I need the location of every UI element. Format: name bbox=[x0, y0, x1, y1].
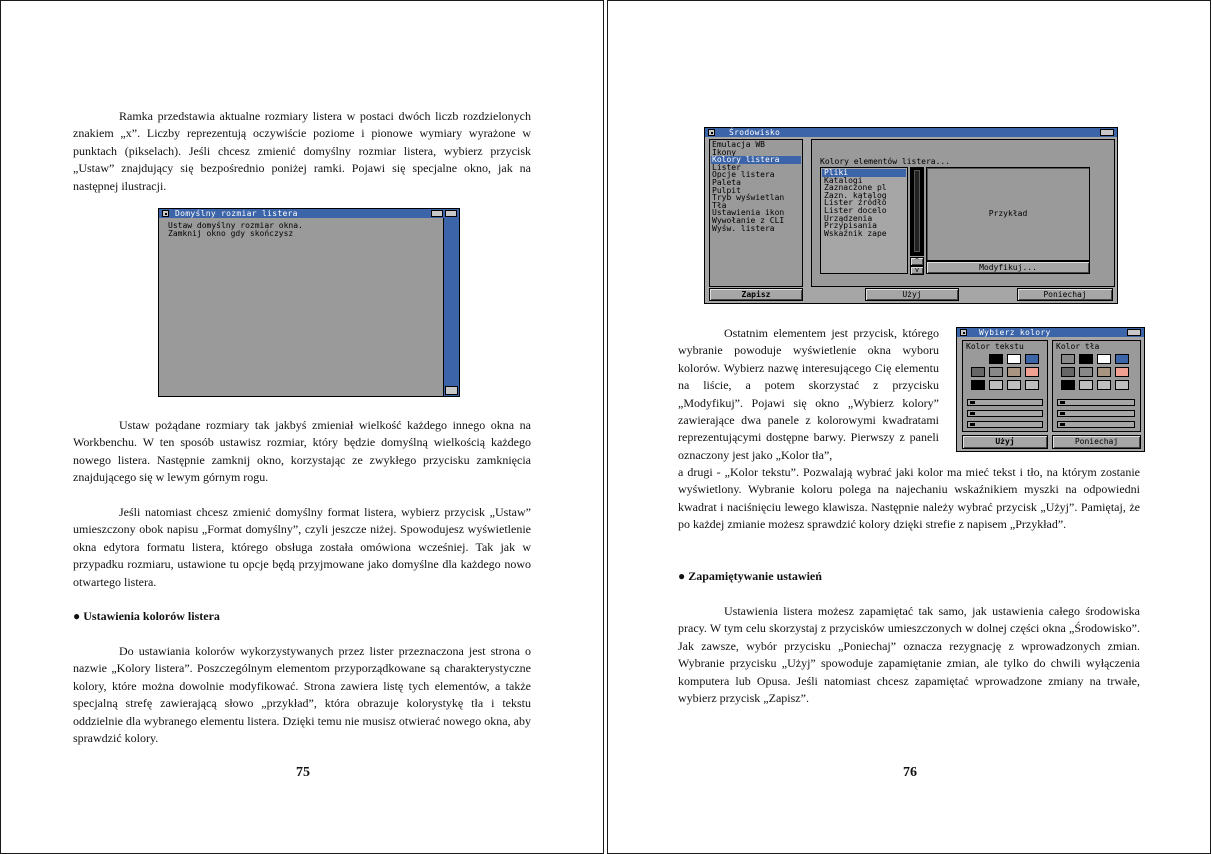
window-title: Domyślny rozmiar listera bbox=[175, 209, 298, 218]
text-color-panel bbox=[962, 340, 1048, 432]
paragraph-frame-size: Ramka przedstawia aktualne rozmiary listera w postaci dwóch liczb rozdzielonych znakiem „x”. Liczby reprezentują oczywiście poziome i pionowe wymiary wyrażone w punktach (pikselach). Jeśli chcesz zmienić domyślny rozmiar listera, wybierz przycisk „Ustaw” znajdujący się bezpośrednio poniżej ramki. Pojawi się specjalne okno, jak na następnej ilustracji. bbox=[73, 109, 531, 193]
heading-save-settings: ● Zapamiętywanie ustawień bbox=[678, 569, 822, 583]
paragraph-color-panels: a drugi - „Kolor tekstu”. Pozwalają wybrać jaki kolor ma mieć tekst i tło, na którym zostanie wyświetlony. Wybranie koloru polega na najechaniu wskaźnikiem myszki na odpowiedni kwadrat i naciśnięciu lewego klawisza. Następnie należy wybrać przycisk „Użyj”. Pamiętaj, że po każdej zmianie możesz sprawdzić kolory dzięki strefie z napisem „Przykład”. bbox=[678, 465, 1140, 532]
window-title-bar[interactable] bbox=[159, 209, 459, 218]
category-item[interactable]: Ikony bbox=[712, 147, 737, 157]
category-item[interactable]: Tła bbox=[712, 200, 727, 210]
page-number: 75 bbox=[296, 765, 310, 780]
color-swatch[interactable] bbox=[989, 367, 1003, 377]
color-swatch[interactable] bbox=[1061, 367, 1075, 377]
heading-lister-colors: ● Ustawienia kolorów listera bbox=[73, 609, 220, 623]
section-label: Kolory elementów listera... bbox=[820, 157, 951, 166]
page-76 bbox=[607, 0, 1211, 854]
environment-window bbox=[704, 127, 1118, 304]
bg-color-slider[interactable] bbox=[1057, 410, 1135, 417]
use-button[interactable]: Użyj bbox=[962, 435, 1048, 449]
scroll-down-icon[interactable]: v bbox=[910, 266, 924, 275]
choose-colors-window bbox=[956, 327, 1145, 452]
close-gadget-icon[interactable] bbox=[708, 129, 715, 136]
window-line-2: Zamknij okno gdy skończysz bbox=[168, 229, 294, 238]
text-color-label: Kolor tekstu bbox=[966, 342, 1024, 351]
preview-area bbox=[926, 167, 1090, 261]
bg-color-label: Kolor tła bbox=[1056, 342, 1100, 351]
category-item[interactable]: Paleta bbox=[712, 178, 741, 187]
page-number: 76 bbox=[903, 765, 917, 780]
category-item[interactable]: Tryb wyświetlan bbox=[712, 193, 785, 203]
text-color-slider[interactable] bbox=[967, 410, 1043, 417]
color-swatch[interactable] bbox=[1007, 354, 1021, 364]
window-title: Środowisko bbox=[729, 128, 781, 137]
color-swatch[interactable] bbox=[1025, 354, 1039, 364]
color-swatch[interactable] bbox=[1079, 367, 1093, 377]
category-item[interactable]: Pulpit bbox=[712, 185, 741, 195]
depth-gadget-icon[interactable] bbox=[1100, 129, 1114, 136]
element-item[interactable]: Przypisania bbox=[824, 221, 877, 231]
window-line-1: Ustaw domyślny rozmiar okna. bbox=[168, 221, 303, 230]
category-item[interactable]: Lister bbox=[712, 162, 741, 172]
use-button[interactable]: Użyj bbox=[865, 288, 959, 301]
window-title-bar[interactable] bbox=[957, 328, 1144, 337]
color-swatch[interactable] bbox=[1025, 367, 1039, 377]
category-item[interactable]: Wyśw. listera bbox=[712, 223, 775, 233]
category-item[interactable]: Emulacja WB bbox=[712, 140, 765, 149]
save-button[interactable]: Zapisz bbox=[709, 288, 803, 301]
element-item[interactable]: Lister docelo bbox=[824, 206, 887, 215]
color-swatch[interactable] bbox=[1097, 354, 1111, 364]
color-swatch[interactable] bbox=[1079, 354, 1093, 364]
text-color-slider[interactable] bbox=[967, 399, 1043, 406]
element-item[interactable]: Wskaźnik zape bbox=[824, 228, 887, 238]
scroll-up-icon[interactable]: ^ bbox=[910, 257, 924, 266]
depth-gadget-icon[interactable] bbox=[1127, 329, 1141, 336]
bg-color-panel bbox=[1052, 340, 1141, 432]
list-scrollbar[interactable] bbox=[910, 167, 924, 256]
color-swatch[interactable] bbox=[989, 380, 1003, 390]
color-swatch[interactable] bbox=[1097, 367, 1111, 377]
color-swatch[interactable] bbox=[1061, 354, 1075, 364]
element-list[interactable] bbox=[820, 167, 908, 274]
paragraph-lister-colors: Do ustawiania kolorów wykorzystywanych przez lister przeznaczona jest strona o nazwie „Kolory listera”. Poszczególnym elementom przyporządkowane są charakterystyczne kolory, które można dowolnie modyfikować. Strona zawiera listę tych elementów, a także specjalną strefę zawierającą słowo „przykład”, która obrazuje kolorystykę tła i tekstu oddzielnie dla wybranego elementu listera. Dzięki temu nie musisz otwierać nowego okna, aby sprawdzić kolory. bbox=[73, 644, 531, 746]
element-item[interactable]: Katalogi bbox=[824, 175, 863, 185]
zoom-gadget-icon[interactable] bbox=[445, 210, 457, 217]
color-swatch[interactable] bbox=[1115, 380, 1129, 390]
color-swatch[interactable] bbox=[1007, 380, 1021, 390]
category-item[interactable]: Opcje listera bbox=[712, 170, 775, 180]
color-swatch[interactable] bbox=[1007, 367, 1021, 377]
color-swatch[interactable] bbox=[971, 380, 985, 390]
color-swatch[interactable] bbox=[989, 354, 1003, 364]
paragraph-save-settings: Ustawienia listera możesz zapamiętać tak samo, jak ustawienia całego środowiska pracy. W tym celu skorzystaj z przycisków umieszczonych w dolnej części okna „Środowisko”. Jak zawsze, wybór przycisku „Poniechaj” oznacza rezygnację z wprowadzonych zmian. Wybranie przycisku „Użyj” spowoduje zapamiętanie zmian, ale tylko do chwili wyłączenia komputera lub Opusa. Jeśli natomiast chcesz zapamiętać wprowadzone zmiany na trwałe, wybierz przycisk „Zapisz”. bbox=[678, 604, 1140, 706]
color-swatch[interactable] bbox=[1025, 380, 1039, 390]
bg-color-slider[interactable] bbox=[1057, 399, 1135, 406]
element-item[interactable]: Zazn. katalog bbox=[824, 190, 887, 200]
close-gadget-icon[interactable] bbox=[162, 210, 169, 217]
category-item[interactable]: Wywołanie z CLI bbox=[712, 216, 785, 225]
settings-panel bbox=[811, 139, 1115, 287]
color-swatch[interactable] bbox=[1079, 380, 1093, 390]
text-color-slider[interactable] bbox=[967, 421, 1043, 428]
category-item[interactable]: Ustawienia ikon bbox=[712, 208, 785, 218]
element-item[interactable]: Zaznaczone pl bbox=[824, 183, 887, 193]
category-item-selected[interactable]: Kolory listera bbox=[711, 156, 801, 164]
color-swatch[interactable] bbox=[1115, 367, 1129, 377]
preview-label: Przykład bbox=[988, 209, 1028, 218]
close-gadget-icon[interactable] bbox=[960, 329, 967, 336]
window-right-border bbox=[443, 218, 459, 396]
element-item[interactable]: Lister źródło bbox=[824, 198, 887, 208]
element-item-selected[interactable]: Pliki bbox=[822, 169, 906, 177]
page-75 bbox=[0, 0, 604, 854]
color-swatch[interactable] bbox=[1097, 380, 1111, 390]
color-swatch[interactable] bbox=[971, 367, 985, 377]
resize-gadget-icon[interactable] bbox=[445, 386, 458, 395]
element-item[interactable]: Urządzenia bbox=[824, 213, 873, 223]
color-swatch[interactable] bbox=[1115, 354, 1129, 364]
bg-color-slider[interactable] bbox=[1057, 421, 1135, 428]
cancel-button[interactable]: Poniechaj bbox=[1052, 435, 1141, 449]
default-size-window bbox=[158, 208, 460, 397]
category-list[interactable] bbox=[709, 139, 803, 287]
paragraph-set-size: Ustaw pożądane rozmiary tak jakbyś zmieniał wielkość każdego innego okna na Workbenchu. W ten sposób ustawisz rozmiar, który będzie domyślną wielkością każdego nowego listera. Następnie zamknij okno, korzystając ze zwykłego przycisku zamknięcia znajdującego się w lewym górnym rogu. bbox=[73, 418, 531, 485]
depth-gadget-icon[interactable] bbox=[431, 210, 443, 217]
paragraph-last-element: Ostatnim elementem jest przycisk, którego wybranie powoduje wyświetlenie okna wyboru kolorów. Wybierz nazwę interesującego Cię elementu na liście, a potem skorzystać z przycisku „Modyfikuj”. Pojawi się okno „Wybierz kolory” zawierające dwa panele z kolorowymi kwadratami reprezentującymi dostępne barwy. Pierwszy z paneli oznaczony jest jako „Kolor tła”, bbox=[678, 326, 939, 462]
color-swatch[interactable] bbox=[1061, 380, 1075, 390]
window-title: Wybierz kolory bbox=[979, 328, 1051, 337]
window-title-bar[interactable] bbox=[705, 128, 1117, 137]
cancel-button[interactable]: Poniechaj bbox=[1017, 288, 1113, 301]
paragraph-default-format: Jeśli natomiast chcesz zmienić domyślny format listera, wybierz przycisk „Ustaw” umieszczony obok napisu „Format domyślny”, czyli jeszcze niżej. Spowodujesz wyświetlenie okna edytora formatu listera, którego obsługa została omówiona wcześniej. Tak jak w przypadku rozmiaru, ustawione tu opcje będą przyjmowane jako domyślne dla każdego nowo otwartego listera. bbox=[73, 505, 531, 589]
modify-button[interactable]: Modyfikuj... bbox=[926, 261, 1090, 274]
